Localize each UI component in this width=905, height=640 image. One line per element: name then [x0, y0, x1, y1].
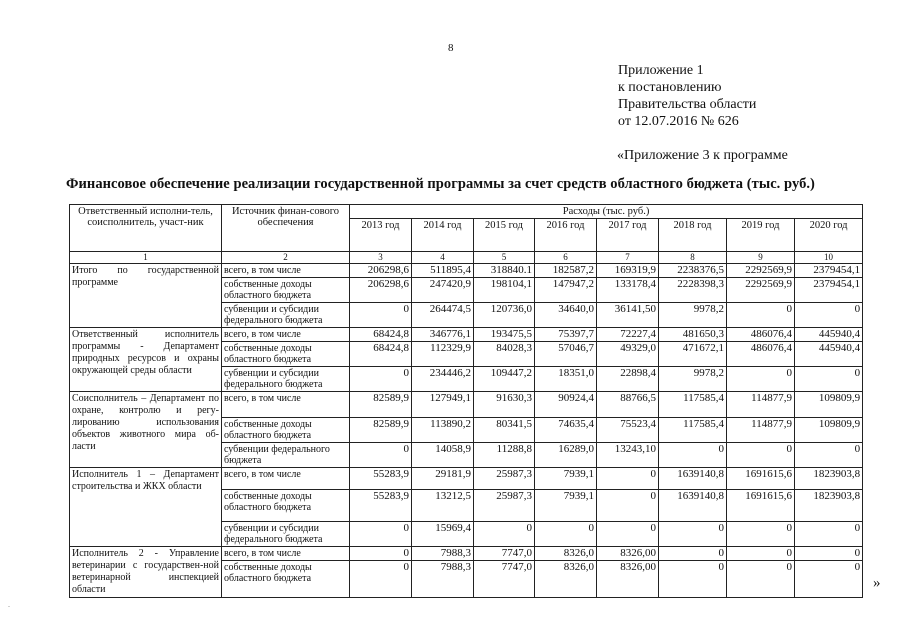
source-cell: всего, в том числе [222, 392, 350, 418]
value-cell: 0 [795, 367, 863, 392]
value-cell: 0 [597, 490, 659, 522]
table-row [70, 264, 863, 278]
value-cell: 82589,9 [350, 392, 412, 418]
header-year: 2019 год [727, 219, 795, 252]
value-cell: 2238376,5 [659, 264, 727, 278]
value-cell: 0 [474, 522, 535, 547]
value-cell: 0 [350, 303, 412, 328]
header-source: Источник финан-сового обеспечения [222, 205, 350, 252]
value-cell: 22898,4 [597, 367, 659, 392]
value-cell: 486076,4 [727, 342, 795, 367]
value-cell: 55283,9 [350, 468, 412, 490]
column-number: 5 [474, 252, 535, 264]
value-cell: 1823903,8 [795, 468, 863, 490]
header-year: 2020 год [795, 219, 863, 252]
value-cell: 0 [350, 522, 412, 547]
value-cell: 346776,1 [412, 328, 474, 342]
value-cell: 13243,10 [597, 443, 659, 468]
source-cell: субвенции и субсидии федерального бюджета [222, 367, 350, 392]
value-cell: 193475,5 [474, 328, 535, 342]
value-cell: 7747,0 [474, 561, 535, 598]
column-number: 1 [70, 252, 222, 264]
closing-quote-mark: » [873, 575, 881, 591]
column-number: 9 [727, 252, 795, 264]
column-number: 10 [795, 252, 863, 264]
table-body [70, 264, 863, 598]
value-cell: 0 [350, 367, 412, 392]
value-cell: 0 [727, 303, 795, 328]
value-cell: 7747,0 [474, 547, 535, 561]
header-year: 2017 год [597, 219, 659, 252]
table-row [70, 392, 863, 418]
value-cell: 0 [535, 522, 597, 547]
value-cell: 481650,3 [659, 328, 727, 342]
value-cell: 109447,2 [474, 367, 535, 392]
value-cell: 68424,8 [350, 328, 412, 342]
column-number: 2 [222, 252, 350, 264]
value-cell: 36141,50 [597, 303, 659, 328]
value-cell: 8326,0 [535, 561, 597, 598]
value-cell: 49329,0 [597, 342, 659, 367]
value-cell: 0 [795, 443, 863, 468]
value-cell: 14058,9 [412, 443, 474, 468]
value-cell: 234446,2 [412, 367, 474, 392]
value-cell: 1639140,8 [659, 468, 727, 490]
column-number: 6 [535, 252, 597, 264]
value-cell: 2228398,3 [659, 278, 727, 303]
value-cell: 169319,9 [597, 264, 659, 278]
value-cell: 2292569,9 [727, 264, 795, 278]
value-cell: 206298,6 [350, 264, 412, 278]
value-cell: 0 [350, 547, 412, 561]
value-cell: 9978,2 [659, 303, 727, 328]
value-cell: 9978,2 [659, 367, 727, 392]
value-cell: 75523,4 [597, 418, 659, 443]
table-row [70, 468, 863, 490]
value-cell: 109809,9 [795, 392, 863, 418]
source-cell: всего, в том числе [222, 547, 350, 561]
value-cell: 74635,4 [535, 418, 597, 443]
value-cell: 120736,0 [474, 303, 535, 328]
value-cell: 84028,3 [474, 342, 535, 367]
value-cell: 57046,7 [535, 342, 597, 367]
value-cell: 7939,1 [535, 468, 597, 490]
source-cell: собственные доходы областного бюджета [222, 490, 350, 522]
value-cell: 1639140,8 [659, 490, 727, 522]
value-cell: 0 [659, 443, 727, 468]
appendix-line: к постановлению [618, 80, 722, 95]
value-cell: 114877,9 [727, 392, 795, 418]
value-cell: 2379454,1 [795, 264, 863, 278]
table-row [70, 547, 863, 561]
value-cell: 0 [597, 522, 659, 547]
header-column-numbers-row [70, 252, 863, 264]
value-cell: 11288,8 [474, 443, 535, 468]
executor-cell: Исполнитель 2 - Управление ветеринарии с государствен-ной ветеринарной инспекцией области [70, 547, 222, 598]
value-cell: 0 [727, 367, 795, 392]
value-cell: 72227,4 [597, 328, 659, 342]
value-cell: 113890,2 [412, 418, 474, 443]
value-cell: 486076,4 [727, 328, 795, 342]
appendix-line: от 12.07.2016 № 626 [618, 114, 739, 129]
value-cell: 0 [727, 522, 795, 547]
header-executor: Ответственный исполни-тель, соисполнитель, участ-ник [70, 205, 222, 252]
value-cell: 445940,4 [795, 328, 863, 342]
source-cell: субвенции и субсидии федерального бюджета [222, 522, 350, 547]
value-cell: 55283,9 [350, 490, 412, 522]
value-cell: 0 [795, 303, 863, 328]
margin-mark: . [8, 600, 10, 609]
value-cell: 8326,00 [597, 561, 659, 598]
value-cell: 109809,9 [795, 418, 863, 443]
value-cell: 68424,8 [350, 342, 412, 367]
value-cell: 1823903,8 [795, 490, 863, 522]
value-cell: 75397,7 [535, 328, 597, 342]
executor-cell: Соисполнитель – Департамент по охране, контролю и регу-лированию использования объектов животного мира об-ласти [70, 392, 222, 468]
value-cell: 117585,4 [659, 418, 727, 443]
value-cell: 0 [795, 522, 863, 547]
value-cell: 7988,3 [412, 547, 474, 561]
value-cell: 0 [659, 522, 727, 547]
value-cell: 2379454,1 [795, 278, 863, 303]
value-cell: 198104,1 [474, 278, 535, 303]
value-cell: 264474,5 [412, 303, 474, 328]
value-cell: 88766,5 [597, 392, 659, 418]
header-year: 2018 год [659, 219, 727, 252]
value-cell: 25987,3 [474, 468, 535, 490]
executor-cell: Итого по государственной программе [70, 264, 222, 328]
value-cell: 80341,5 [474, 418, 535, 443]
value-cell: 82589,9 [350, 418, 412, 443]
value-cell: 206298,6 [350, 278, 412, 303]
value-cell: 0 [350, 561, 412, 598]
value-cell: 0 [659, 561, 727, 598]
value-cell: 182587,2 [535, 264, 597, 278]
value-cell: 2292569,9 [727, 278, 795, 303]
value-cell: 133178,4 [597, 278, 659, 303]
value-cell: 91630,3 [474, 392, 535, 418]
value-cell: 7988,3 [412, 561, 474, 598]
value-cell: 445940,4 [795, 342, 863, 367]
appendix-line: Правительства области [618, 97, 757, 112]
source-cell: собственные доходы областного бюджета [222, 418, 350, 443]
value-cell: 1691615,6 [727, 490, 795, 522]
value-cell: 0 [727, 561, 795, 598]
header-year: 2015 год [474, 219, 535, 252]
value-cell: 117585,4 [659, 392, 727, 418]
header-expenses: Расходы (тыс. руб.) [350, 205, 863, 219]
source-cell: собственные доходы областного бюджета [222, 342, 350, 367]
document-title: Финансовое обеспечение реализации государственной программы за счет средств областного бюджета (тыс. руб.) [66, 176, 815, 192]
value-cell: 8326,00 [597, 547, 659, 561]
value-cell: 112329,9 [412, 342, 474, 367]
executor-cell: Ответственный исполнитель программы - Департамент природных ресурсов и охраны окружающей среды области [70, 328, 222, 392]
column-number: 7 [597, 252, 659, 264]
value-cell: 127949,1 [412, 392, 474, 418]
value-cell: 247420,9 [412, 278, 474, 303]
value-cell: 25987,3 [474, 490, 535, 522]
value-cell: 7939,1 [535, 490, 597, 522]
value-cell: 147947,2 [535, 278, 597, 303]
header-year: 2014 год [412, 219, 474, 252]
value-cell: 511895,4 [412, 264, 474, 278]
appendix-line: Приложение 1 [618, 63, 704, 78]
table-row [70, 328, 863, 342]
page-number: 8 [448, 42, 454, 54]
source-cell: субвенции федерального бюджета [222, 443, 350, 468]
value-cell: 1691615,6 [727, 468, 795, 490]
column-number: 3 [350, 252, 412, 264]
financing-table [69, 204, 863, 598]
value-cell: 8326,0 [535, 547, 597, 561]
value-cell: 0 [350, 443, 412, 468]
value-cell: 29181,9 [412, 468, 474, 490]
value-cell: 0 [727, 443, 795, 468]
source-cell: собственные доходы областного бюджета [222, 278, 350, 303]
value-cell: 0 [659, 547, 727, 561]
value-cell: 114877,9 [727, 418, 795, 443]
source-cell: всего, в том числе [222, 264, 350, 278]
source-cell: собственные доходы областного бюджета [222, 561, 350, 598]
source-cell: всего, в том числе [222, 328, 350, 342]
value-cell: 471672,1 [659, 342, 727, 367]
value-cell: 0 [795, 547, 863, 561]
value-cell: 18351,0 [535, 367, 597, 392]
header-year: 2013 год [350, 219, 412, 252]
value-cell: 15969,4 [412, 522, 474, 547]
value-cell: 16289,0 [535, 443, 597, 468]
value-cell: 90924,4 [535, 392, 597, 418]
header-year: 2016 год [535, 219, 597, 252]
value-cell: 34640,0 [535, 303, 597, 328]
appendix-header [618, 62, 756, 130]
appendix-program-line: «Приложение 3 к программе [617, 148, 788, 163]
column-number: 4 [412, 252, 474, 264]
value-cell: 318840.1 [474, 264, 535, 278]
value-cell: 0 [795, 561, 863, 598]
executor-cell: Исполнитель 1 – Департамент строительства и ЖКХ области [70, 468, 222, 547]
value-cell: 0 [597, 468, 659, 490]
source-cell: всего, в том числе [222, 468, 350, 490]
value-cell: 0 [727, 547, 795, 561]
column-number: 8 [659, 252, 727, 264]
source-cell: субвенции и субсидии федерального бюджета [222, 303, 350, 328]
value-cell: 13212,5 [412, 490, 474, 522]
